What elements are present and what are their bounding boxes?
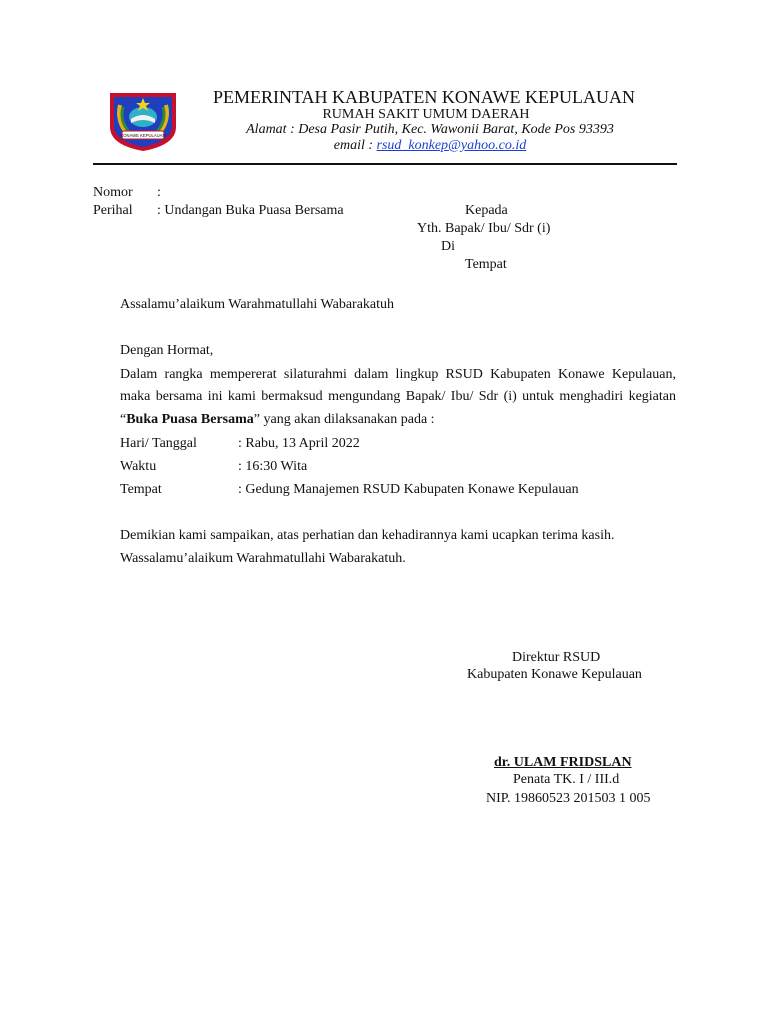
greeting: Assalamu’alaikum Warahmatullahi Wabarakatuh <box>120 297 395 312</box>
detail-value-date: : Rabu, 13 April 2022 <box>238 436 360 451</box>
signer-rank: Penata TK. I / III.d <box>513 772 620 787</box>
body-line-3 <box>120 412 435 428</box>
hospital-address: Alamat : Desa Pasir Putih, Kec. Wawonii Barat, Kode Pos 93393 <box>246 122 614 137</box>
government-title: PEMERINTAH KABUPATEN KONAWE KEPULAUAN <box>213 87 635 107</box>
recipient-tempat: Tempat <box>465 257 507 272</box>
email-link[interactable]: rsud_konkep@yahoo.co.id <box>376 138 527 153</box>
salutation: Dengan Hormat, <box>120 343 214 358</box>
signer-nip: NIP. 19860523 201503 1 005 <box>486 791 651 806</box>
body-line-1: Dalam rangka mempererat silaturahmi dalam lingkup RSUD Kabupaten Konawe Kepulauan, <box>120 367 676 382</box>
detail-value-place: : Gedung Manajemen RSUD Kabupaten Konawe Kepulauan <box>238 482 579 497</box>
event-name: Buka Puasa Bersama <box>126 412 254 427</box>
letterhead-divider <box>93 163 677 165</box>
hospital-email-line <box>0 138 768 154</box>
detail-label-place: Tempat <box>120 482 162 497</box>
nomor-label: Nomor <box>93 185 133 200</box>
quote-open: “ <box>120 412 127 427</box>
signer-position-1: Direktur RSUD <box>512 650 601 665</box>
hospital-name: RUMAH SAKIT UMUM DAERAH <box>322 107 530 122</box>
detail-label-time: Waktu <box>120 459 157 474</box>
recipient-di: Di <box>441 239 455 254</box>
detail-value-time: : 16:30 Wita <box>238 459 308 474</box>
body-line-3-rest: ” yang akan dilaksanakan pada : <box>253 412 435 427</box>
email-label: email : <box>333 138 377 153</box>
perihal-label: Perihal <box>93 203 133 218</box>
recipient-yth: Yth. Bapak/ Ibu/ Sdr (i) <box>417 221 551 236</box>
closing-thanks: Demikian kami sampaikan, atas perhatian dan kehadirannya kami ucapkan terima kasih. <box>120 528 615 543</box>
recipient-kepada: Kepada <box>465 203 508 218</box>
body-line-2: maka bersama ini kami bermaksud mengundang Bapak/ Ibu/ Sdr (i) untuk menghadiri kegiatan <box>120 389 676 404</box>
closing-greeting: Wassalamu’alaikum Warahmatullahi Wabarakatuh. <box>120 551 406 566</box>
detail-label-date: Hari/ Tanggal <box>120 436 197 451</box>
logo-ribbon-text: KONAWE KEPULAUAN <box>120 133 166 138</box>
perihal-value: : Undangan Buka Puasa Bersama <box>157 203 344 218</box>
nomor-value: : <box>157 185 161 200</box>
signer-position-2: Kabupaten Konawe Kepulauan <box>467 667 642 682</box>
signer-name: dr. ULAM FRIDSLAN <box>494 755 632 770</box>
